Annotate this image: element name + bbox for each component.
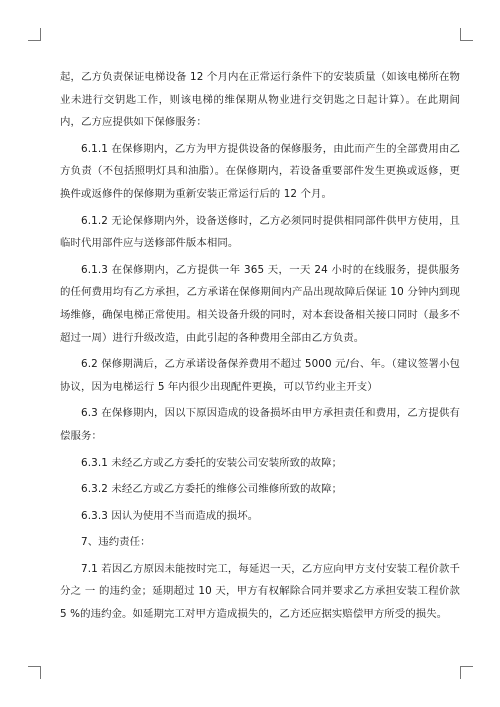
section-heading-7: 7、违约责任： — [81, 536, 151, 549]
crop-mark-bottom-right — [460, 666, 473, 679]
paragraph-6-3-3: 6.3.3 因认为使用不当而造成的损坏。 — [81, 509, 259, 522]
paragraph-6-3: 6.3 在保修期内，因以下原因造成的设备损坏由甲方承担责任和费用，乙方提供有偿服务： — [60, 407, 460, 442]
document-body — [60, 66, 460, 630]
paragraph-continuation: 起，乙方负责保证电梯设备 12 个月内在正常运行条件下的安装质量（如该电梯所在物业未进行交钥匙工作，则该电梯的维保期从物业进行交钥匙之日起计算）。在此期间内，乙方应提供如下保修服务： — [60, 71, 460, 129]
paragraph-6-3-1: 6.3.1 未经乙方或乙方委托的安装公司安装所致的故障； — [81, 456, 343, 469]
paragraph-6-1-3: 6.1.3 在保修期内，乙方提供一年 365 天，一天 24 小时的在线服务，提供服务的任何费用均有乙方承担，乙方承诺在保修期间内产品出现故障后保证 10 分钟内到现场维修，确保电梯正常使用。相关设备升级的同时，对本套设备相关接口同时（最多不超过一周）进行升级改造，由此引起的各种费用全部由乙方负责。 — [60, 263, 460, 344]
paragraph-6-1-2: 6.1.2 无论保修期内外，设备送修时，乙方必须同时提供相同部件供甲方使用，且临时代用部件应与送修部件版本相同。 — [60, 214, 460, 250]
crop-mark-top-left — [28, 28, 41, 41]
paragraph-6-2: 6.2 保修期满后，乙方承诺设备保养费用不超过 5000 元/台、年。（建议签署小包协议，因为电梯运行 5 年内很少出现配件更换，可以节约业主开支） — [60, 358, 460, 393]
crop-mark-bottom-left — [28, 666, 41, 679]
paragraph-6-1-1: 6.1.1 在保修期内，乙方为甲方提供设备的保修服务，由此而产生的全部费用由乙方负责（不包括照明灯具和油脂）。在保修期内，若设备重要部件发生更换或返修，更换件或返修件的保修期为重新安装正常运行后的 12 个月。 — [60, 142, 460, 200]
paragraph-6-3-2: 6.3.2 未经乙方或乙方委托的维修公司维修所致的故障； — [81, 483, 343, 496]
crop-mark-top-right — [460, 28, 473, 41]
paragraph-7-1: 7.1 若因乙方原因未能按时完工，每延迟一天，乙方应向甲方支付安装工程价款千分之 一 的违约金；延期超过 10 天，甲方有权解除合同并要求乙方承担安装工程价款 5 %的违约金。如延期完工对甲方造成损失的，乙方还应据实赔偿甲方所受的损失。 — [60, 562, 460, 621]
